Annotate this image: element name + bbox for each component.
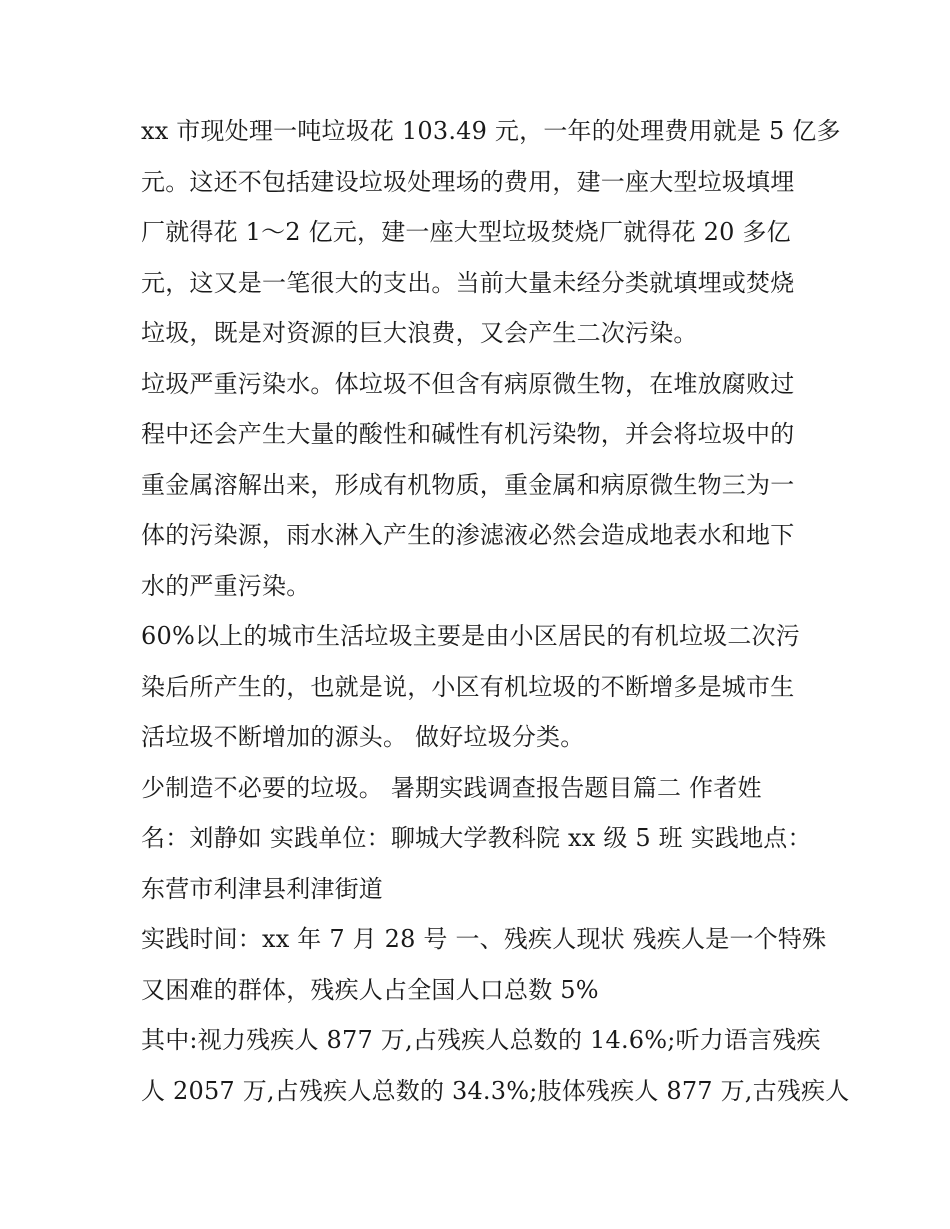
text-line: 少制造不必要的垃圾。 暑期实践调查报告题目篇二 作者姓 <box>141 773 762 802</box>
text-line: 人 2057 万,占残疾人总数的 34.3%;肢体残疾人 877 万,古残疾人 <box>141 1076 850 1105</box>
text-line: 重金属溶解出来，形成有机物质，重金属和病原微生物三为一 <box>141 470 795 499</box>
text-line: 水的严重污染。 <box>141 571 311 600</box>
text-line: 60%以上的城市生活垃圾主要是由小区居民的有机垃圾二次污 <box>141 622 800 650</box>
text-line: 体的污染源，雨水淋入产生的渗滤液必然会造成地表水和地下 <box>141 521 795 549</box>
text-line: 垃圾，既是对资源的巨大浪费，又会产生二次污染。 <box>141 319 698 347</box>
text-line: 其中:视力残疾人 877 万,占残疾人总数的 14.6%;听力语言残疾 <box>141 1026 821 1054</box>
text-line: 元，这又是一笔很大的支出。当前大量未经分类就填埋或焚烧 <box>141 268 795 297</box>
text-line: 东营市利津县利津街道 <box>141 874 383 903</box>
text-line: 活垃圾不断增加的源头。 做好垃圾分类。 <box>141 723 585 751</box>
document-body <box>141 106 850 1116</box>
text-line: 垃圾严重污染水。体垃圾不但含有病原微生物，在堆放腐败过 <box>141 369 795 398</box>
text-line: 染后所产生的，也就是说，小区有机垃圾的不断增多是城市生 <box>141 672 795 701</box>
text-line: xx 市现处理一吨垃圾花 103.49 元，一年的处理费用就是 5 亿多 <box>141 117 841 145</box>
text-line: 程中还会产生大量的酸性和碱性有机污染物，并会将垃圾中的 <box>141 420 795 448</box>
text-line: 厂就得花 1～2 亿元，建一座大型垃圾焚烧厂就得花 20 多亿 <box>141 218 791 246</box>
text-line: 又困难的群体，残疾人占全国人口总数 5% <box>141 975 599 1004</box>
text-line: 名：刘静如 实践单位：聊城大学教科院 xx 级 5 班 实践地点： <box>141 824 812 852</box>
text-line: 元。这还不包括建设垃圾处理场的费用，建一座大型垃圾填埋 <box>141 167 795 196</box>
text-line: 实践时间：xx 年 7 月 28 号 一、残疾人现状 残疾人是一个特殊 <box>141 925 827 953</box>
